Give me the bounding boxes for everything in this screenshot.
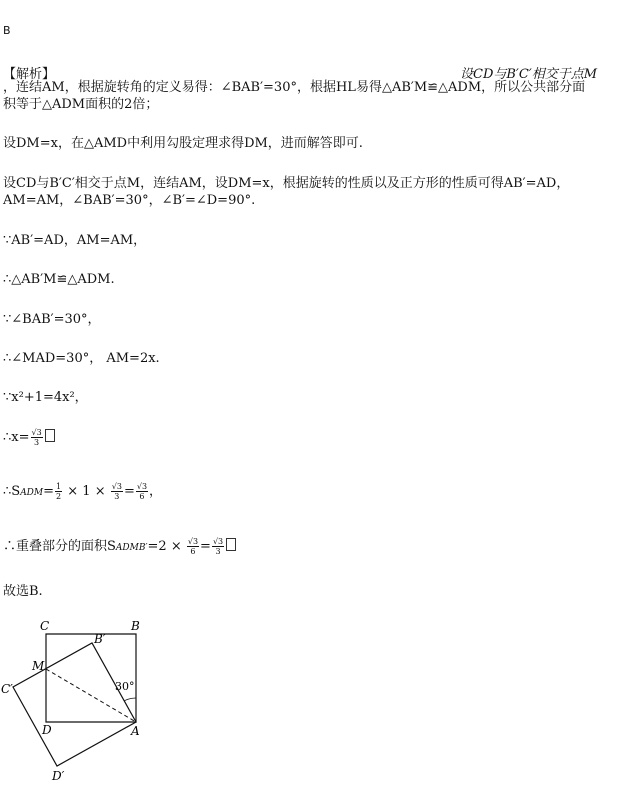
step8-two: 2 [158,539,167,554]
step7-f2n: √3 [111,482,122,491]
step8-prefix: ∴重叠部分的面积S [3,539,116,554]
placeholder-box [226,538,236,551]
step7-f1n: 1 [56,482,62,491]
step-4: ∴∠MAD=30°， AM=2x. [3,351,160,366]
step7-f2d: 3 [114,492,120,501]
analysis-header-right: 设CD与B′C′相交于点M [460,67,598,82]
step-5: ∵x²+1=4x²， [3,390,88,405]
conclusion: 故选B. [3,584,43,599]
analysis-line2: 积等于△ADM面积的2倍； [3,97,159,112]
step8-f2n: √3 [212,537,224,546]
label-c: C [40,619,50,633]
label-b-prime: B′ [94,632,106,646]
analysis-line5: AM=AM，∠BAB′=30°，∠B′=∠D=90°. [3,193,256,208]
step8-f1n: √3 [187,537,199,546]
step-7: ∴SADM= $\frac{1}{2}$ × 1 × $\frac{√3}{3}$ = $\frac{√3}{6}$ ， [3,482,163,501]
step8-sub: ADMB′ [115,543,148,553]
angle-arc [124,698,136,701]
label-m: M [32,659,45,673]
answer-letter: B [3,24,11,37]
analysis-line4: 设CD与B′C′相交于点M，连结AM，设DM=x，根据旋转的性质以及正方形的性质可得AB′=AD， [3,176,570,191]
step6-fraction [31,428,43,447]
step7-frac2 [111,482,123,501]
step8-frac1 [187,537,199,556]
step6-prefix: ∴x= [3,430,30,445]
step8-f1d: 6 [190,547,196,556]
step6-num: √3 [31,428,42,437]
label-angle-30: 30° [115,680,135,693]
step-6 [3,428,56,447]
step7-f3d: 6 [139,492,145,501]
analysis-line3: 设DM=x，在△AMD中利用勾股定理求得DM，进而解答即可. [3,136,363,151]
step7-frac3 [136,482,148,501]
geometry-figure [0,612,180,801]
label-b: B [131,619,140,633]
step7-f1d: 2 [56,492,62,501]
step7-prefix: ∴S [3,484,21,499]
step7-f3n: √3 [136,482,148,491]
step7-sub: ADM [20,488,44,498]
step7-one: 1 [82,484,91,499]
label-a: A [131,724,140,738]
step-2: ∴△AB′M≌△ADM. [3,272,115,287]
label-c-prime: C′ [1,682,13,696]
segment-am [46,669,136,722]
analysis-header: 【解析】 [3,67,56,82]
placeholder-box [45,429,55,442]
step-8: ∴重叠部分的面积SADMB′=2 × $\frac{√3}{6}$ = $\frac{√3}{3}$ [3,537,237,556]
analysis-line1: ，连结AM，根据旋转角的定义易得：∠BAB′=30°，根据HL易得△AB′M≌△ADM，所以公共部分面 [3,80,586,95]
step7-frac1 [55,482,62,501]
label-d-prime: D′ [52,769,65,783]
step-3: ∵∠BAB′=30°， [3,312,101,327]
step8-f2d: 3 [215,547,221,556]
square-abcd [46,634,136,722]
label-d: D [42,723,52,737]
step-1: ∵AB′=AD，AM=AM， [3,233,147,248]
step8-frac2 [212,537,224,556]
step6-den: 3 [34,438,40,447]
